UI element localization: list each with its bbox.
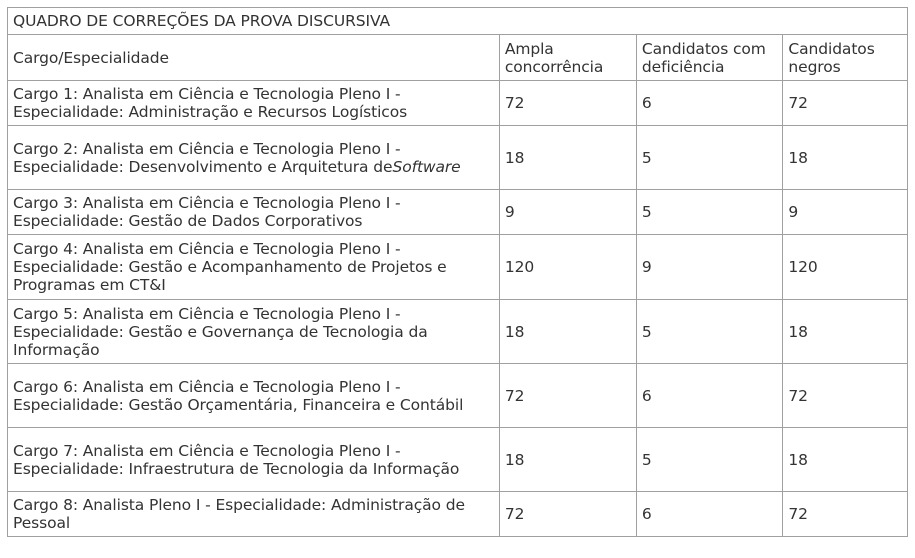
cell-deficiencia: 5 (636, 126, 783, 190)
cell-ampla: 18 (499, 300, 636, 364)
table-row (8, 81, 908, 126)
cell-cargo: Cargo 1: Analista em Ciência e Tecnologia Pleno I - Especialidade: Administração e Recursos Logísticos (8, 81, 500, 126)
cell-negros: 18 (783, 300, 908, 364)
cell-cargo: Cargo 7: Analista em Ciência e Tecnologia Pleno I - Especialidade: Infraestrutura de Tecnologia da Informação (8, 428, 500, 492)
cell-deficiencia: 6 (636, 364, 783, 428)
cell-deficiencia: 5 (636, 300, 783, 364)
cell-deficiencia: 6 (636, 81, 783, 126)
cell-ampla: 18 (499, 126, 636, 190)
table-header-row (8, 35, 908, 81)
cell-negros: 18 (783, 428, 908, 492)
header-deficiencia: Candidatos com deficiência (636, 35, 783, 81)
cell-cargo-italic: Software (392, 157, 461, 176)
cell-cargo (8, 126, 500, 190)
table-caption: QUADRO DE CORREÇÕES DA PROVA DISCURSIVA (8, 8, 908, 35)
cell-ampla: 72 (499, 492, 636, 537)
cell-cargo-text: Cargo 2: Analista em Ciência e Tecnologia Pleno I - Especialidade: Desenvolvimento e Arquitetura de (13, 139, 401, 176)
cell-negros: 18 (783, 126, 908, 190)
cell-ampla: 120 (499, 235, 636, 300)
cell-cargo: Cargo 6: Analista em Ciência e Tecnologia Pleno I - Especialidade: Gestão Orçamentária, Financeira e Contábil (8, 364, 500, 428)
cell-deficiencia: 5 (636, 190, 783, 235)
header-negros: Candidatos negros (783, 35, 908, 81)
cell-deficiencia: 9 (636, 235, 783, 300)
cell-ampla: 72 (499, 364, 636, 428)
cell-negros: 120 (783, 235, 908, 300)
table-row (8, 126, 908, 190)
correction-table-container (7, 7, 908, 537)
table-row (8, 428, 908, 492)
header-cargo: Cargo/Especialidade (8, 35, 500, 81)
cell-ampla: 9 (499, 190, 636, 235)
table-row (8, 235, 908, 300)
cell-cargo: Cargo 5: Analista em Ciência e Tecnologia Pleno I - Especialidade: Gestão e Governança de Tecnologia da Informação (8, 300, 500, 364)
cell-cargo: Cargo 3: Analista em Ciência e Tecnologia Pleno I - Especialidade: Gestão de Dados Corporativos (8, 190, 500, 235)
table-row (8, 492, 908, 537)
cell-cargo: Cargo 4: Analista em Ciência e Tecnologia Pleno I - Especialidade: Gestão e Acompanhamento de Projetos e Programas em CT&I (8, 235, 500, 300)
correction-table (7, 7, 908, 537)
table-row (8, 364, 908, 428)
cell-cargo: Cargo 8: Analista Pleno I - Especialidade: Administração de Pessoal (8, 492, 500, 537)
cell-negros: 72 (783, 492, 908, 537)
cell-negros: 9 (783, 190, 908, 235)
cell-deficiencia: 6 (636, 492, 783, 537)
cell-ampla: 18 (499, 428, 636, 492)
table-row (8, 190, 908, 235)
header-ampla: Ampla concorrência (499, 35, 636, 81)
cell-ampla: 72 (499, 81, 636, 126)
table-caption-row (8, 8, 908, 35)
cell-negros: 72 (783, 81, 908, 126)
cell-deficiencia: 5 (636, 428, 783, 492)
table-row (8, 300, 908, 364)
cell-negros: 72 (783, 364, 908, 428)
